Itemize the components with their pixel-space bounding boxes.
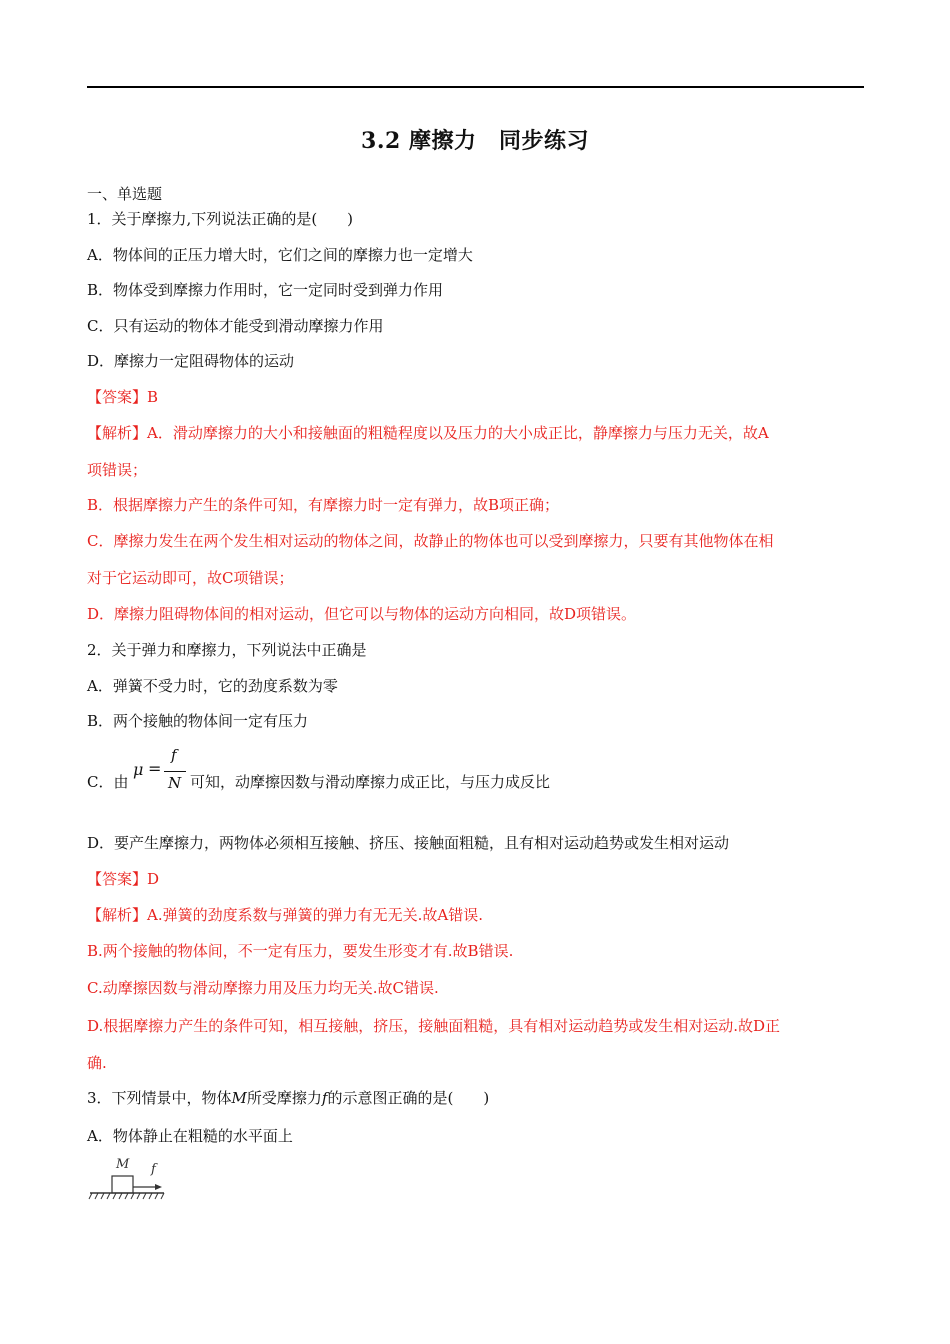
q1-analysis-line: 项错误； — [87, 461, 148, 479]
formula-mu: μ — [133, 760, 144, 779]
answer-tag: 【答案】 — [87, 870, 148, 888]
mu-formula — [131, 746, 187, 796]
block — [112, 1176, 133, 1193]
friction-diagram — [88, 1157, 168, 1205]
q3-option-a: A．物体静止在粗糙的水平面上 — [87, 1127, 293, 1145]
q2-option-b: B．两个接触的物体间一定有压力 — [87, 712, 309, 730]
header-rule — [87, 86, 864, 88]
q1-option-d: D．摩擦力一定阻碍物体的运动 — [87, 352, 295, 370]
mass-label: M — [116, 1157, 130, 1172]
q1-option-c: C．只有运动的物体才能受到滑动摩擦力作用 — [87, 317, 384, 335]
answer-tag: 【答案】 — [87, 388, 148, 406]
fraction-bar — [164, 771, 186, 772]
analysis-tag: 【解析】 — [87, 424, 148, 442]
q1-analysis-line: B．根据摩擦力产生的条件可知，有摩擦力时一定有弹力，故B项正确； — [87, 496, 560, 514]
q3-stem: 3．下列情景中，物体M所受摩擦力f的示意图正确的是( ) — [87, 1089, 490, 1107]
analysis-tag: 【解析】 — [87, 906, 148, 924]
q2-option-c-prefix: C．由 — [87, 773, 129, 791]
formula-numerator: f — [171, 746, 177, 764]
force-label: f — [151, 1162, 156, 1177]
q1-stem: 1．关于摩擦力,下列说法正确的是( ) — [87, 210, 354, 228]
ground-hatching — [89, 1193, 164, 1199]
q1-analysis-line: C．摩擦力发生在两个发生相对运动的物体之间，故静止的物体也可以受到摩擦力，只要有其他物体在相 — [87, 532, 774, 550]
q1-option-a: A．物体间的正压力增大时，它们之间的摩擦力也一定增大 — [87, 246, 473, 264]
q1-analysis-line: D．摩擦力阻碍物体间的相对运动，但它可以与物体的运动方向相同，故D项错误。 — [87, 605, 637, 623]
q2-analysis-line: 【解析】A.弹簧的劲度系数与弹簧的弹力有无无关.故A错误. — [87, 906, 483, 924]
q2-option-c-suffix: 可知，动摩擦因数与滑动摩擦力成正比，与压力成反比 — [190, 773, 551, 791]
q1-answer — [87, 387, 158, 407]
formula-equals: = — [148, 759, 162, 778]
q2-analysis-line: D.根据摩擦力产生的条件可知，相互接触，挤压，接触面粗糙，具有相对运动趋势或发生相对运动.故D正 — [87, 1017, 781, 1035]
q1-analysis-line: 对于它运动即可，故C项错误； — [87, 569, 294, 587]
section-heading: 一、单选题 — [87, 185, 163, 203]
q1-analysis-line: 【解析】A．滑动摩擦力的大小和接触面的粗糙程度以及压力的大小成正比，静摩擦力与压力无关，故A — [87, 424, 769, 442]
q2-stem: 2．关于弹力和摩擦力，下列说法中正确是 — [87, 641, 367, 659]
q2-analysis-line: 确. — [87, 1054, 107, 1072]
block-on-surface-figure — [88, 1157, 168, 1205]
q2-analysis-line: B.两个接触的物体间，不一定有压力，要发生形变才有.故B错误. — [87, 942, 514, 960]
q2-analysis-line: C.动摩擦因数与滑动摩擦力用及压力均无关.故C错误. — [87, 979, 439, 997]
force-arrowhead — [155, 1184, 162, 1190]
q1-option-b: B．物体受到摩擦力作用时，它一定同时受到弹力作用 — [87, 281, 444, 299]
answer-value: B — [147, 388, 159, 406]
q2-answer — [87, 869, 159, 889]
answer-value: D — [147, 870, 160, 888]
formula-denominator: N — [168, 774, 182, 792]
page-title: 3.2 摩擦力 同步练习 — [361, 128, 589, 154]
q2-option-a: A．弹簧不受力时，它的劲度系数为零 — [87, 677, 338, 695]
q2-option-d: D．要产生摩擦力，两物体必须相互接触、挤压、接触面粗糙，且有相对运动趋势或发生相对运动 — [87, 834, 730, 852]
